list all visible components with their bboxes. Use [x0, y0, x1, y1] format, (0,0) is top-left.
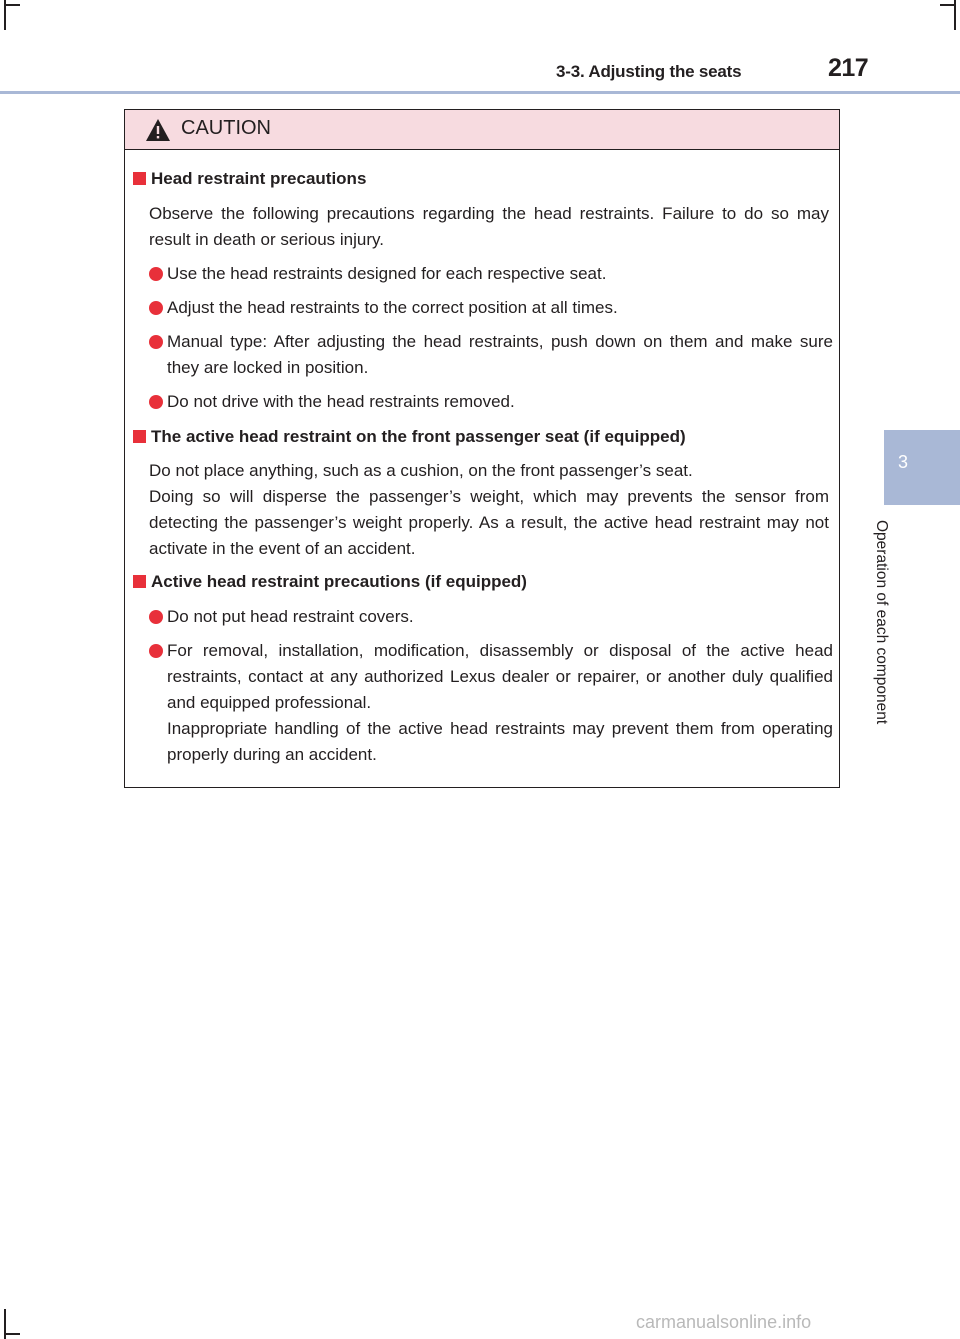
list-item-text: Manual type: After adjusting the head restraints, push down on them and make sure they are locked in position.: [167, 332, 833, 377]
bullet-dot-icon: [149, 301, 163, 315]
section-heading: [133, 169, 366, 189]
list-item: [149, 638, 833, 716]
bullet-dot-icon: [149, 395, 163, 409]
crop-mark-top-right-h: [940, 4, 956, 6]
list-item-text: Do not put head restraint covers.: [167, 607, 414, 626]
bullet-dot-icon: [149, 610, 163, 624]
section-heading: [133, 427, 686, 447]
square-bullet-icon: [133, 575, 146, 588]
list-item-text: Do not drive with the head restraints removed.: [167, 392, 515, 411]
bullet-dot-icon: [149, 335, 163, 349]
bullet-dot-icon: [149, 267, 163, 281]
section-heading-text: Head restraint precautions: [151, 169, 367, 188]
chapter-label: Operation of each component: [873, 520, 890, 725]
caution-header: [125, 110, 839, 150]
section-heading: [133, 572, 527, 592]
list-item-text: For removal, installation, modification, disassembly or disposal of the active head restraints, contact at any authorized Lexus dealer or repairer, or another duly qualified and equipped professional.: [167, 641, 833, 712]
list-item-text: Inappropriate handling of the active head restraints may prevent them from operating properly during an accident.: [167, 719, 833, 764]
list-item: [149, 329, 833, 381]
chapter-label-container: [873, 520, 910, 780]
square-bullet-icon: [133, 430, 146, 443]
watermark: carmanualsonline.info: [636, 1312, 812, 1332]
section-heading-text: Active head restraint precautions (if equipped): [151, 572, 527, 591]
section-heading-text: The active head restraint on the front passenger seat (if equipped): [151, 427, 686, 446]
warning-icon: [145, 118, 171, 142]
list-item: [149, 389, 833, 415]
crop-mark-bottom-left-h: [4, 1333, 20, 1335]
page-number: 217: [828, 54, 869, 82]
list-item-continuation: [149, 716, 833, 768]
chapter-number: 3: [897, 452, 908, 472]
list-item-text: Use the head restraints designed for each respective seat.: [167, 264, 607, 283]
list-item-text: Adjust the head restraints to the correct position at all times.: [167, 298, 618, 317]
paragraph: Do not place anything, such as a cushion, on the front passenger’s seat.: [149, 461, 693, 480]
paragraph: Doing so will disperse the passenger’s weight, which may prevents the sensor from detecting the passenger’s weight properly. As a result, the active head restraint may not activate in the event of an accident.: [149, 487, 829, 558]
caution-box: [124, 109, 840, 788]
list-item: [149, 604, 833, 630]
list-item: [149, 295, 833, 321]
caution-title: CAUTION: [181, 117, 271, 139]
list-item: [149, 261, 833, 287]
section-title: 3-3. Adjusting the seats: [556, 62, 742, 81]
paragraph: Observe the following precautions regarding the head restraints. Failure to do so may result in death or serious injury.: [149, 204, 829, 249]
bullet-dot-icon: [149, 644, 163, 658]
header-rule: [0, 91, 960, 94]
crop-mark-top-left-h: [4, 4, 20, 6]
square-bullet-icon: [133, 172, 146, 185]
chapter-tab: [884, 430, 960, 505]
